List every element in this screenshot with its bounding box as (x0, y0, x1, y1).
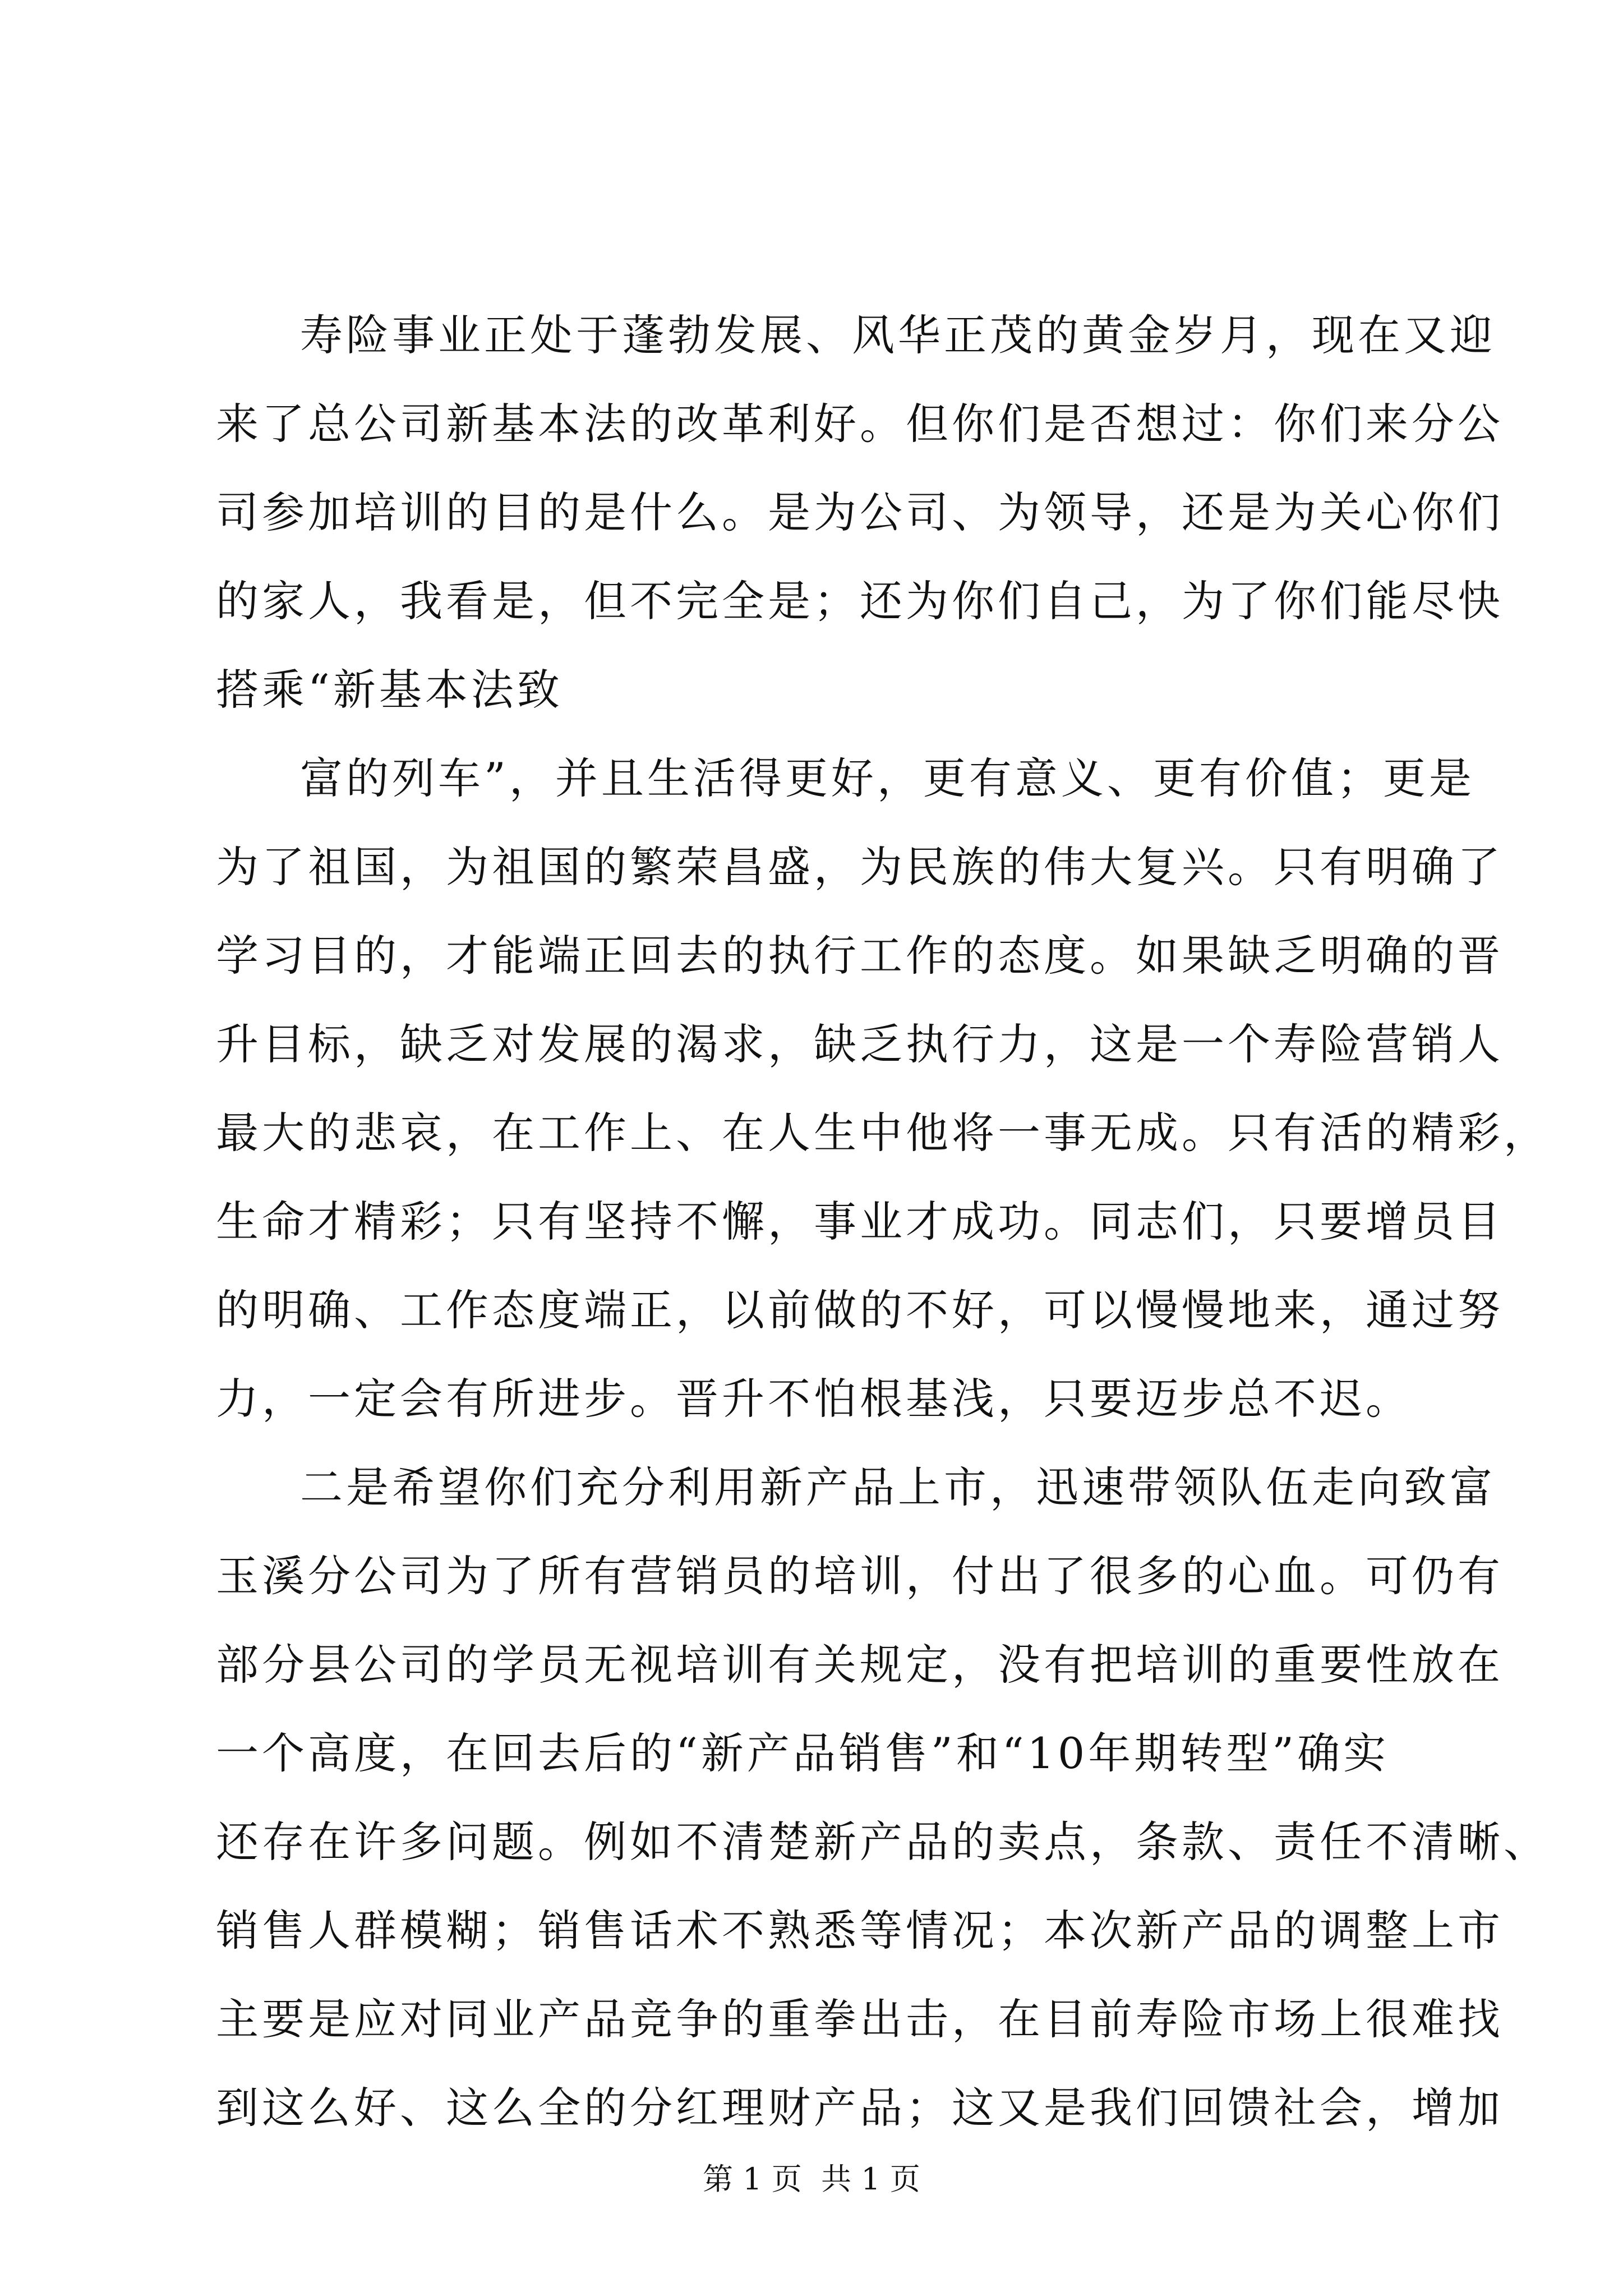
text-line: 寿险事业正处于蓬勃发展、风华正茂的黄金岁月，现在又迎 (300, 310, 1496, 360)
text-line: 销售人群模糊；销售话术不熟悉等情况；本次新产品的调整上市 (216, 1906, 1504, 1955)
text-line: 搭乘“新基本法致 (216, 665, 563, 715)
text-line: 一个高度，在回去后的“新产品销售”和“10年期转型”确实 (216, 1728, 1390, 1778)
text-line: 主要是应对同业产品竞争的重拳出击，在目前寿险市场上很难找 (216, 1994, 1504, 2044)
text-line: 富的列车”，并且生活得更好，更有意义、更有价值；更是 (300, 753, 1475, 803)
text-line: 玉溪分公司为了所有营销员的培训，付出了很多的心血。可仍有 (216, 1551, 1504, 1601)
text-line: 升目标，缺乏对发展的渴求，缺乏执行力，这是一个寿险营销人 (216, 1019, 1504, 1069)
text-line: 为了祖国，为祖国的繁荣昌盛，为民族的伟大复兴。只有明确了 (216, 842, 1504, 892)
text-line: 到这么好、这么全的分红理财产品；这又是我们回馈社会，增加 (216, 2083, 1504, 2133)
text-line: 司参加培训的目的是什么。是为公司、为领导，还是为关心你们 (216, 487, 1504, 537)
text-line: 的明确、工作态度端正，以前做的不好，可以慢慢地来，通过努 (216, 1285, 1504, 1335)
text-line: 二是希望你们充分利用新产品上市，迅速带领队伍走向致富 (300, 1462, 1496, 1512)
text-line: 生命才精彩；只有坚持不懈，事业才成功。同志们，只要增员目 (216, 1197, 1504, 1246)
text-line: 来了总公司新基本法的改革利好。但你们是否想过：你们来分公 (216, 399, 1504, 449)
text-line: 力，一定会有所进步。晋升不怕根基浅，只要迈步总不迟。 (216, 1374, 1412, 1424)
text-line: 最大的悲哀，在工作上、在人生中他将一事无成。只有活的精彩， (216, 1108, 1550, 1158)
text-line: 还存在许多问题。例如不清楚新产品的卖点，条款、责任不清晰、 (216, 1817, 1550, 1867)
text-line: 部分县公司的学员无视培训有关规定，没有把培训的重要性放在 (216, 1640, 1504, 1690)
page-footer: 第 1 页 共 1 页 (703, 2161, 920, 2197)
text-line: 的家人，我看是，但不完全是；还为你们自己，为了你们能尽快 (216, 576, 1504, 626)
text-line: 学习目的，才能端正回去的执行工作的态度。如果缺乏明确的晋 (216, 931, 1504, 981)
